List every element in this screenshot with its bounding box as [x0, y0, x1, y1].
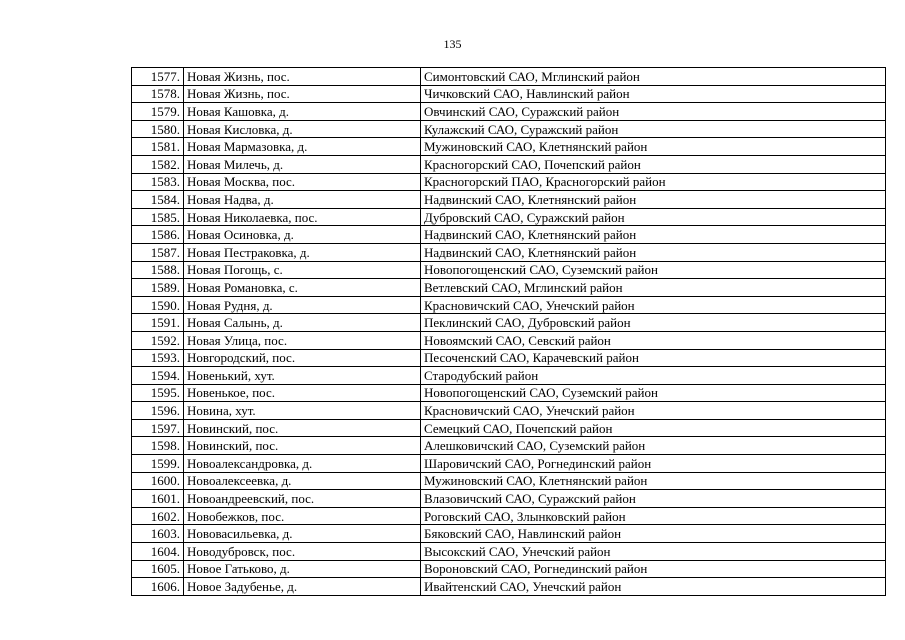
administrative-area-cell: Пеклинский САО, Дубровский район	[421, 314, 886, 332]
administrative-area-cell: Вороновский САО, Рогнединский район	[421, 560, 886, 578]
settlement-name-cell: Новое Гатьково, д.	[184, 560, 421, 578]
settlement-name-cell: Новая Кисловка, д.	[184, 120, 421, 138]
administrative-area-cell: Высокский САО, Унечский район	[421, 543, 886, 561]
table-row	[132, 507, 886, 525]
table-row	[132, 578, 886, 596]
table-row	[132, 173, 886, 191]
settlement-name-cell: Новая Милечь, д.	[184, 155, 421, 173]
settlement-name-cell: Новая Жизнь, пос.	[184, 68, 421, 86]
settlement-name-cell: Новая Осиновка, д.	[184, 226, 421, 244]
administrative-area-cell: Новопогощенский САО, Суземский район	[421, 261, 886, 279]
settlement-name-cell: Новая Салынь, д.	[184, 314, 421, 332]
administrative-area-cell: Красновичский САО, Унечский район	[421, 402, 886, 420]
row-number-cell: 1595.	[132, 384, 184, 402]
settlement-name-cell: Новая Погощь, с.	[184, 261, 421, 279]
settlement-name-cell: Новая Николаевка, пос.	[184, 208, 421, 226]
administrative-area-cell: Симонтовский САО, Мглинский район	[421, 68, 886, 86]
table-row	[132, 103, 886, 121]
row-number-cell: 1586.	[132, 226, 184, 244]
row-number-cell: 1593.	[132, 349, 184, 367]
table-row	[132, 226, 886, 244]
administrative-area-cell: Кулажский САО, Суражский район	[421, 120, 886, 138]
row-number-cell: 1583.	[132, 173, 184, 191]
table-body	[132, 68, 886, 596]
table-row	[132, 472, 886, 490]
row-number-cell: 1582.	[132, 155, 184, 173]
administrative-area-cell: Семецкий САО, Почепский район	[421, 419, 886, 437]
table-row	[132, 367, 886, 385]
settlement-name-cell: Новгородский, пос.	[184, 349, 421, 367]
administrative-area-cell: Надвинский САО, Клетнянский район	[421, 191, 886, 209]
administrative-area-cell: Красногорский ПАО, Красногорский район	[421, 173, 886, 191]
settlement-name-cell: Новодубровск, пос.	[184, 543, 421, 561]
row-number-cell: 1580.	[132, 120, 184, 138]
table-row	[132, 261, 886, 279]
settlement-name-cell: Новина, хут.	[184, 402, 421, 420]
administrative-area-cell: Стародубский район	[421, 367, 886, 385]
row-number-cell: 1606.	[132, 578, 184, 596]
row-number-cell: 1604.	[132, 543, 184, 561]
table-row	[132, 279, 886, 297]
table-row	[132, 314, 886, 332]
administrative-area-cell: Алешковичский САО, Суземский район	[421, 437, 886, 455]
settlement-name-cell: Новобежков, пос.	[184, 507, 421, 525]
table-row	[132, 437, 886, 455]
table-row	[132, 155, 886, 173]
administrative-area-cell: Бяковский САО, Навлинский район	[421, 525, 886, 543]
row-number-cell: 1601.	[132, 490, 184, 508]
row-number-cell: 1585.	[132, 208, 184, 226]
table-row	[132, 296, 886, 314]
table-row	[132, 455, 886, 473]
table-row	[132, 525, 886, 543]
row-number-cell: 1596.	[132, 402, 184, 420]
settlement-name-cell: Новая Рудня, д.	[184, 296, 421, 314]
table-row	[132, 349, 886, 367]
row-number-cell: 1590.	[132, 296, 184, 314]
settlement-name-cell: Новая Кашовка, д.	[184, 103, 421, 121]
table-row	[132, 402, 886, 420]
administrative-area-cell: Чичковский САО, Навлинский район	[421, 85, 886, 103]
administrative-area-cell: Красновичский САО, Унечский район	[421, 296, 886, 314]
settlement-name-cell: Новоалександровка, д.	[184, 455, 421, 473]
row-number-cell: 1602.	[132, 507, 184, 525]
table-row	[132, 68, 886, 86]
administrative-area-cell: Ивайтенский САО, Унечский район	[421, 578, 886, 596]
table-row	[132, 384, 886, 402]
settlement-name-cell: Новенький, хут.	[184, 367, 421, 385]
settlement-name-cell: Нововасильевка, д.	[184, 525, 421, 543]
administrative-area-cell: Надвинский САО, Клетнянский район	[421, 243, 886, 261]
administrative-area-cell: Новоямский САО, Севский район	[421, 331, 886, 349]
table-row	[132, 191, 886, 209]
administrative-area-cell: Мужиновский САО, Клетнянский район	[421, 138, 886, 156]
administrative-area-cell: Надвинский САО, Клетнянский район	[421, 226, 886, 244]
settlement-name-cell: Новая Улица, пос.	[184, 331, 421, 349]
administrative-area-cell: Дубровский САО, Суражский район	[421, 208, 886, 226]
settlement-name-cell: Новенькое, пос.	[184, 384, 421, 402]
page-number: 135	[443, 37, 462, 51]
administrative-area-cell: Красногорский САО, Почепский район	[421, 155, 886, 173]
row-number-cell: 1599.	[132, 455, 184, 473]
row-number-cell: 1577.	[132, 68, 184, 86]
administrative-area-cell: Мужиновский САО, Клетнянский район	[421, 472, 886, 490]
administrative-area-cell: Песоченский САО, Карачевский район	[421, 349, 886, 367]
row-number-cell: 1589.	[132, 279, 184, 297]
table-row	[132, 208, 886, 226]
table-row	[132, 243, 886, 261]
row-number-cell: 1584.	[132, 191, 184, 209]
settlement-name-cell: Новинский, пос.	[184, 419, 421, 437]
settlement-name-cell: Новая Москва, пос.	[184, 173, 421, 191]
row-number-cell: 1581.	[132, 138, 184, 156]
settlement-name-cell: Новинский, пос.	[184, 437, 421, 455]
row-number-cell: 1592.	[132, 331, 184, 349]
row-number-cell: 1594.	[132, 367, 184, 385]
administrative-area-cell: Роговский САО, Злынковский район	[421, 507, 886, 525]
row-number-cell: 1591.	[132, 314, 184, 332]
table-row	[132, 120, 886, 138]
row-number-cell: 1600.	[132, 472, 184, 490]
settlement-name-cell: Новая Надва, д.	[184, 191, 421, 209]
settlement-name-cell: Новая Жизнь, пос.	[184, 85, 421, 103]
settlement-name-cell: Новоалексеевка, д.	[184, 472, 421, 490]
table-row	[132, 138, 886, 156]
settlement-name-cell: Новоандреевский, пос.	[184, 490, 421, 508]
table-row	[132, 490, 886, 508]
settlement-name-cell: Новое Задубенье, д.	[184, 578, 421, 596]
row-number-cell: 1603.	[132, 525, 184, 543]
table-row	[132, 331, 886, 349]
row-number-cell: 1588.	[132, 261, 184, 279]
administrative-area-cell: Влазовичский САО, Суражский район	[421, 490, 886, 508]
row-number-cell: 1597.	[132, 419, 184, 437]
settlement-name-cell: Новая Мармазовка, д.	[184, 138, 421, 156]
row-number-cell: 1587.	[132, 243, 184, 261]
administrative-area-cell: Новопогощенский САО, Суземский район	[421, 384, 886, 402]
table-row	[132, 560, 886, 578]
administrative-area-cell: Ветлевский САО, Мглинский район	[421, 279, 886, 297]
row-number-cell: 1578.	[132, 85, 184, 103]
settlements-table	[131, 67, 886, 596]
table-row	[132, 85, 886, 103]
row-number-cell: 1598.	[132, 437, 184, 455]
row-number-cell: 1605.	[132, 560, 184, 578]
administrative-area-cell: Шаровичский САО, Рогнединский район	[421, 455, 886, 473]
administrative-area-cell: Овчинский САО, Суражский район	[421, 103, 886, 121]
table-row	[132, 419, 886, 437]
settlement-name-cell: Новая Пестраковка, д.	[184, 243, 421, 261]
table-row	[132, 543, 886, 561]
row-number-cell: 1579.	[132, 103, 184, 121]
settlement-name-cell: Новая Романовка, с.	[184, 279, 421, 297]
